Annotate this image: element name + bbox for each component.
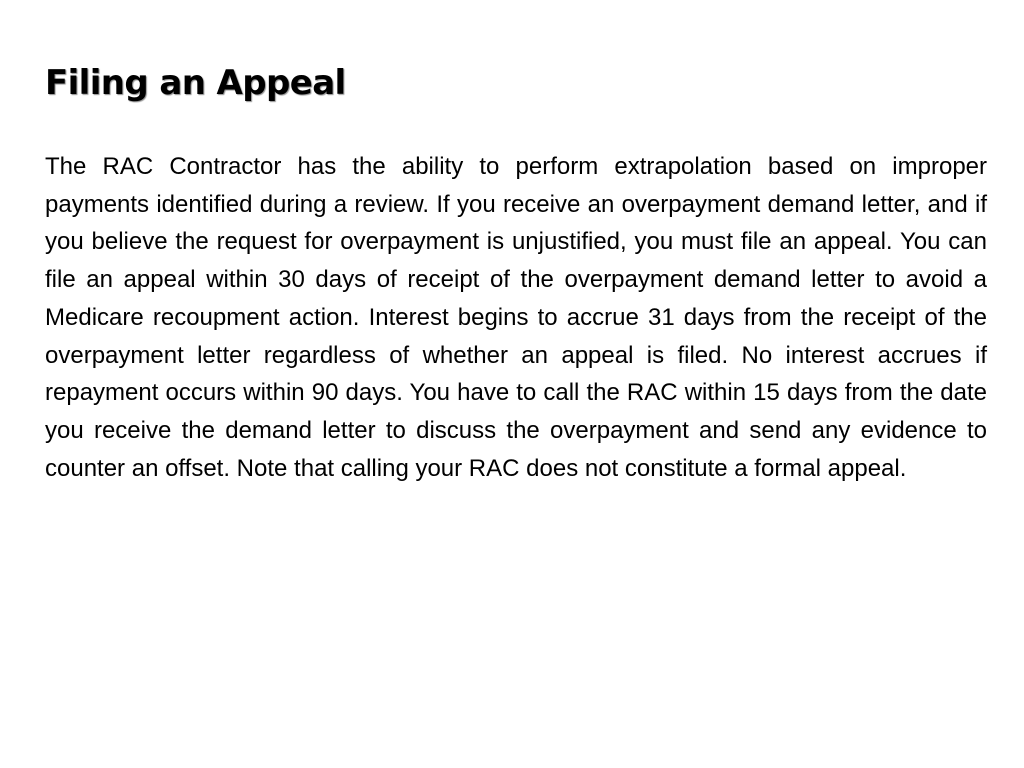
slide-title: Filing an Appeal: [45, 63, 346, 103]
slide-body-text: The RAC Contractor has the ability to perform extrapolation based on improper payments identified during a review. If you receive an overpayment demand letter, and if you believe the request for overpayment is unjustified, you must file an appeal. You can file an appeal within 30 days of receipt of the overpayment demand letter to avoid a Medicare recoupment action. Interest begins to accrue 31 days from the receipt of the overpayment letter regardless of whether an appeal is filed. No interest accrues if repayment occurs within 90 days. You have to call the RAC within 15 days from the date you receive the demand letter to discuss the overpayment and send any evidence to counter an offset. Note that calling your RAC does not constitute a formal appeal.: [45, 153, 987, 482]
